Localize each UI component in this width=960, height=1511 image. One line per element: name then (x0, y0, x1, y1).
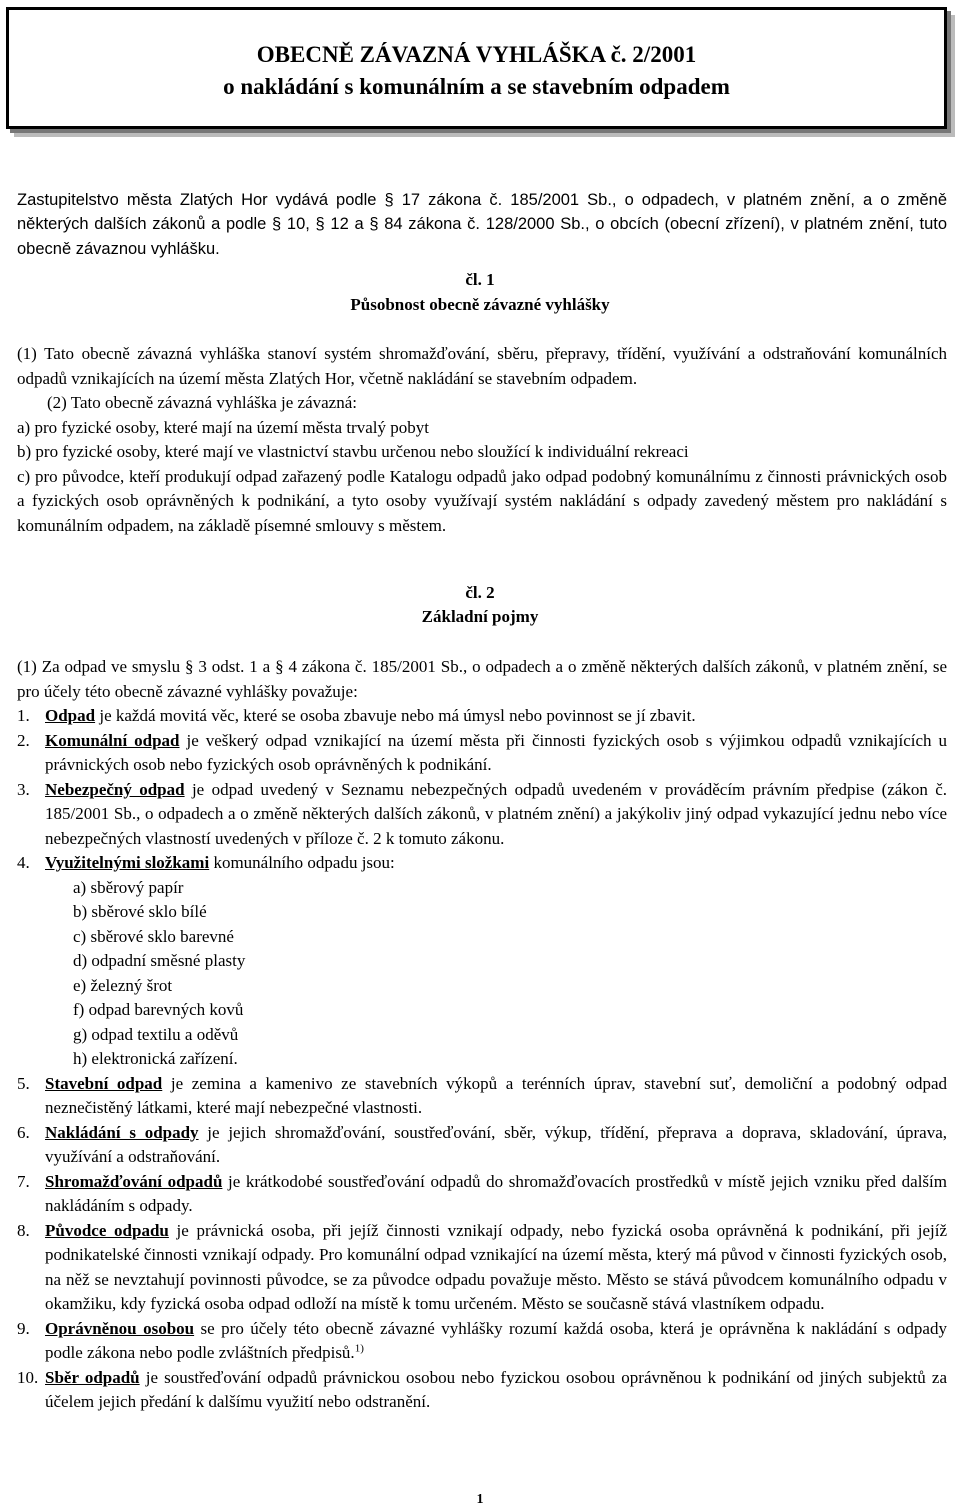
article-1-paragraph-1: (1) Tato obecně závazná vyhláška stanoví systém shromažďování, sběru, přepravy, třídění, využívání a odstraňování komunálních odpadů vznikajících na území města Zlatých Hor, včetně nakládání se stavebním odpadem. (17, 344, 947, 388)
article-2-paragraph-1: (1) Za odpad ve smyslu § 3 odst. 1 a § 4 zákona č. 185/2001 Sb., o odpadech a o změně některých dalších zákonů, v platném znění, se pro účely této obecně závazné vyhlášky považuje: (17, 657, 947, 701)
component-item: c) sběrové sklo barevné (73, 926, 234, 946)
applicability-item-c: c) pro původce, kteří produkují odpad zařazený podle Katalogu odpadů jako odpad podobný komunálnímu z činnosti právnických osob a fyzických osob oprávněných k podnikání, a tyto osoby využívají systém nakládání s odpady zavedený městem pro nakládání s komunálním odpadem, na základě písemné smlouvy s městem. (17, 466, 947, 535)
document-title: OBECNĚ ZÁVAZNÁ VYHLÁŠKA č. 2/2001 (256, 42, 697, 67)
definition-item: 4. Využitelnými složkami komunálního odpadu jsou: a) sběrový papír b) sběrové sklo bílé c) sběrové sklo barevné d) odpadní směsné plasty e) železný šrot f) odpad barevných kovů g) odpad textilu a oděvů h) elektronická zařízení. (17, 851, 947, 1072)
definition-term: Oprávněnou osobou (45, 1318, 195, 1338)
recyclable-components-list (45, 876, 947, 1072)
page-number: 1 (476, 1492, 484, 1507)
article-1-body (17, 342, 947, 538)
definition-item: 1. Odpad je každá movitá věc, které se osoba zbavuje nebo má úmysl nebo povinnost se jí zbavit. (17, 706, 696, 725)
applicability-item-a: a) pro fyzické osoby, které mají na území města trvalý pobyt (17, 417, 429, 437)
definition-term: Odpad (45, 706, 96, 725)
definitions-list (17, 704, 947, 1415)
definition-item: 5. Stavební odpad je zemina a kamenivo ze stavebních výkopů a terénních úprav, stavební suť, demoliční a podobný odpad neznečistěný látkami, které mají nebezpečné vlastnosti. (17, 1073, 947, 1117)
component-item: d) odpadní směsné plasty (73, 951, 246, 970)
article-2-body (17, 655, 947, 1415)
definition-term: Shromažďování odpadů (45, 1171, 223, 1191)
definition-item: 2. Komunální odpad je veškerý odpad vznikající na území města při činnosti fyzických osob s výjimkou odpadů vznikajících u právnických osob nebo fyzických osob oprávněných k podnikání. (17, 730, 947, 774)
definition-term: Komunální odpad (45, 730, 180, 750)
footnote-marker: 1) (354, 1342, 364, 1355)
definition-term: Původce odpadu (45, 1220, 169, 1240)
component-item: h) elektronická zařízení. (73, 1049, 238, 1068)
component-item: g) odpad textilu a oděvů (73, 1024, 239, 1044)
article-1-paragraph-2: (2) Tato obecně závazná vyhláška je závazná: (47, 393, 357, 412)
definition-term: Sběr odpadů (45, 1367, 140, 1387)
component-item: a) sběrový papír (73, 877, 184, 897)
definition-item: 3. Nebezpečný odpad je odpad uvedený v Seznamu nebezpečných odpadů uvedeném v prováděcím právním předpise (zákon č. 185/2001 Sb., o odpadech a o změně některých dalších zákonů, v platném znění) a jakýkoliv jiný odpad vykazující jednu nebo více nebezpečných vlastností uvedených v příloze č. 2 k tomuto zákonu. (17, 779, 947, 848)
definition-item: 10. Sběr odpadů je soustřeďování odpadů právnickou osobou nebo fyzickou osobou oprávněnou k podnikání od jiných subjektů za účelem jejich předání k dalšímu využití nebo odstranění. (17, 1367, 947, 1411)
component-item: b) sběrové sklo bílé (73, 902, 207, 921)
definition-term: Využitelnými složkami (45, 853, 210, 872)
article-2-number: čl. 2 (465, 583, 495, 602)
definition-term: Nebezpečný odpad (45, 779, 185, 799)
applicability-item-b: b) pro fyzické osoby, které mají ve vlastnictví stavbu určenou nebo sloužící k individuální rekreaci (17, 442, 689, 461)
definition-item: 8. Původce odpadu je právnická osoba, při jejíž činnosti vznikají odpady, nebo fyzická osoba oprávněná k podnikání, při jejíž podnikatelské činnosti vznikají odpady. Pro komunální odpad vznikající na území města, který má původ v činnosti fyzických osob, na něž se nevztahují povinnosti původce, se za původce odpadu považuje město. Město se stává původcem komunálního odpadu v okamžiku, kdy fyzická osoba odpad odloží na místě k tomu určeném. Město se současně stává vlastníkem odpadu. (17, 1220, 948, 1313)
title-box (6, 7, 947, 129)
definition-item: 6. Nakládání s odpady je jejich shromažďování, soustřeďování, sběr, výkup, třídění, přeprava a doprava, skladování, úprava, využívání a odstraňování. (17, 1122, 947, 1166)
component-item: e) železný šrot (73, 975, 173, 995)
intro-paragraph: Zastupitelstvo města Zlatých Hor vydává podle § 17 zákona č. 185/2001 Sb., o odpadech, v platném znění, a o změně některých dalších zákonů a podle § 10, § 12 a § 84 zákona č. 128/2000 Sb., o obcích (obecní zřízení), v platném znění, tuto obecně závaznou vyhlášku. (17, 190, 947, 258)
definition-term: Nakládání s odpady (45, 1122, 199, 1142)
document-subtitle: o nakládání s komunálním a se stavebním odpadem (223, 74, 730, 99)
definition-item: 7. Shromažďování odpadů je krátkodobé soustřeďování odpadů do shromažďovacích prostředků v místě jejich vzniku před dalším nakládáním s odpady. (17, 1171, 947, 1215)
definition-term: Stavební odpad (45, 1073, 163, 1093)
component-item: f) odpad barevných kovů (73, 1000, 244, 1019)
definition-item: 9. Oprávněnou osobou se pro účely této obecně závazné vyhlášky rozumí každá osoba, která je oprávněna k nakládání s odpady podle zákona nebo podle zvláštních předpisů.$^{1)}$ (17, 1318, 947, 1362)
article-1-number: čl. 1 (465, 270, 495, 289)
article-1-title: Působnost obecně závazné vyhlášky (350, 295, 610, 314)
article-2-title: Základní pojmy (421, 607, 539, 626)
